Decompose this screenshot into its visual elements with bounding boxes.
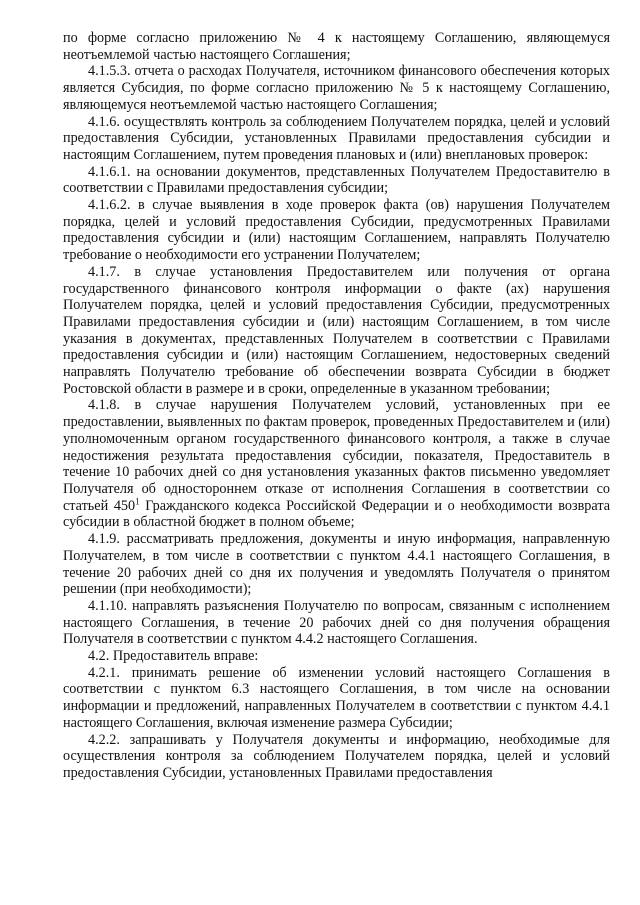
paragraph-4-1-5-3: 4.1.5.3. отчета о расходах Получателя, источником финансового обеспечения которых является Субсидия, по форме согласно приложению № 5 к настоящему Соглашению, являющемуся неотъемлемой частью настоящего Соглашения;	[63, 63, 610, 113]
paragraph-4-2: 4.2. Предоставитель вправе:	[88, 648, 259, 665]
paragraph-4-1-6-2: 4.1.6.2. в случае выявления в ходе проверок факта (ов) нарушения Получателем порядка, целей и условий предоставления Субсидии, предусмотренных Правилами предоставления субсидии и (или) настоящим Соглашением, направлять Получателю требование о необходимости его устранении Получателем;	[63, 197, 610, 264]
paragraph-4-1-8-text-after: Гражданского кодекса Российской Федерации и о необходимости возврата субсидии в областной бюджет в полном объеме;	[63, 497, 610, 531]
paragraph-4-1-8	[63, 397, 610, 531]
paragraph-4-1-10: 4.1.10. направлять разъяснения Получателю по вопросам, связанным с исполнением настоящего Соглашения, в течение 20 рабочих дней со дня получения обращения Получателя в соответствии с пунктом 4.4.2 настоящего Соглашения.	[63, 597, 610, 648]
paragraph-4-2-1: 4.2.1. принимать решение об изменении условий настоящего Соглашения в соответствии с пунктом 6.3 настоящего Соглашения, в том числе на основании информации и предложений, направленных Получателем в соответствии с пунктом 4.4.1 настоящего Соглашения, включая изменение размера Субсидии;	[63, 664, 610, 731]
paragraph-4-2-2: 4.2.2. запрашивать у Получателя документы и информацию, необходимые для осуществления контроля за соблюдением Получателем порядка, целей и условий предоставления Субсидии, установленных Правилами предоставления	[63, 731, 610, 781]
article-superscript: 1	[135, 495, 140, 506]
paragraph-4-1-9: 4.1.9. рассматривать предложения, документы и иную информация, направленную Получателем, в том числе в соответствии с пунктом 4.4.1 настоящего Соглашения, в течение 20 рабочих дней со дня их получения и уведомлять Получателя о принятом решении (при необходимости);	[63, 531, 610, 598]
paragraph-4-1-8-text-before: 4.1.8. в случае нарушения Получателем условий, установленных при ее предоставлении, выявленных по фактам проверок, проведенных Предоставителем и (или) уполномоченным органом государственного финансового контроля, а также в случае недостижения результата предоставления субсидии, показателя, Предоставитель в течение 10 рабочих дней со дня установления указанных фактов письменно уведомляет Получателя об одностороннем отказе от исполнения Соглашения в соответствии со статьей 450	[63, 397, 610, 514]
paragraph-4-1-6-1: 4.1.6.1. на основании документов, представленных Получателем Предоставителю в соответствии с Правилами предоставления субсидии;	[63, 163, 610, 197]
paragraph-4-1-7: 4.1.7. в случае установления Предоставителем или получения от органа государственного финансового контроля информации о факте (ах) нарушения Получателем порядка, целей и условий предоставления Субсидии, предусмотренных Правилами предоставления субсидии и (или) настоящим Соглашением, в том числе указания в документах, представленных Получателем в соответствии с Правилами предоставления субсидии и (или) настоящим Соглашением, недостоверных сведений направлять Получателю требование об обеспечении возврата Субсидии в бюджет Ростовской области в размере и в сроки, определенные в указанном требовании;	[63, 263, 610, 397]
paragraph-4-1-6: 4.1.6. осуществлять контроль за соблюдением Получателем порядка, целей и условий предоставления Субсидии, установленных Правилами предоставления субсидии и настоящим Соглашением, путем проведения плановых и (или) внеплановых проверок:	[63, 113, 610, 163]
paragraph-continuation: по форме согласно приложению № 4 к настоящему Соглашению, являющемуся неотъемлемой частью настоящего Соглашения;	[63, 30, 610, 63]
